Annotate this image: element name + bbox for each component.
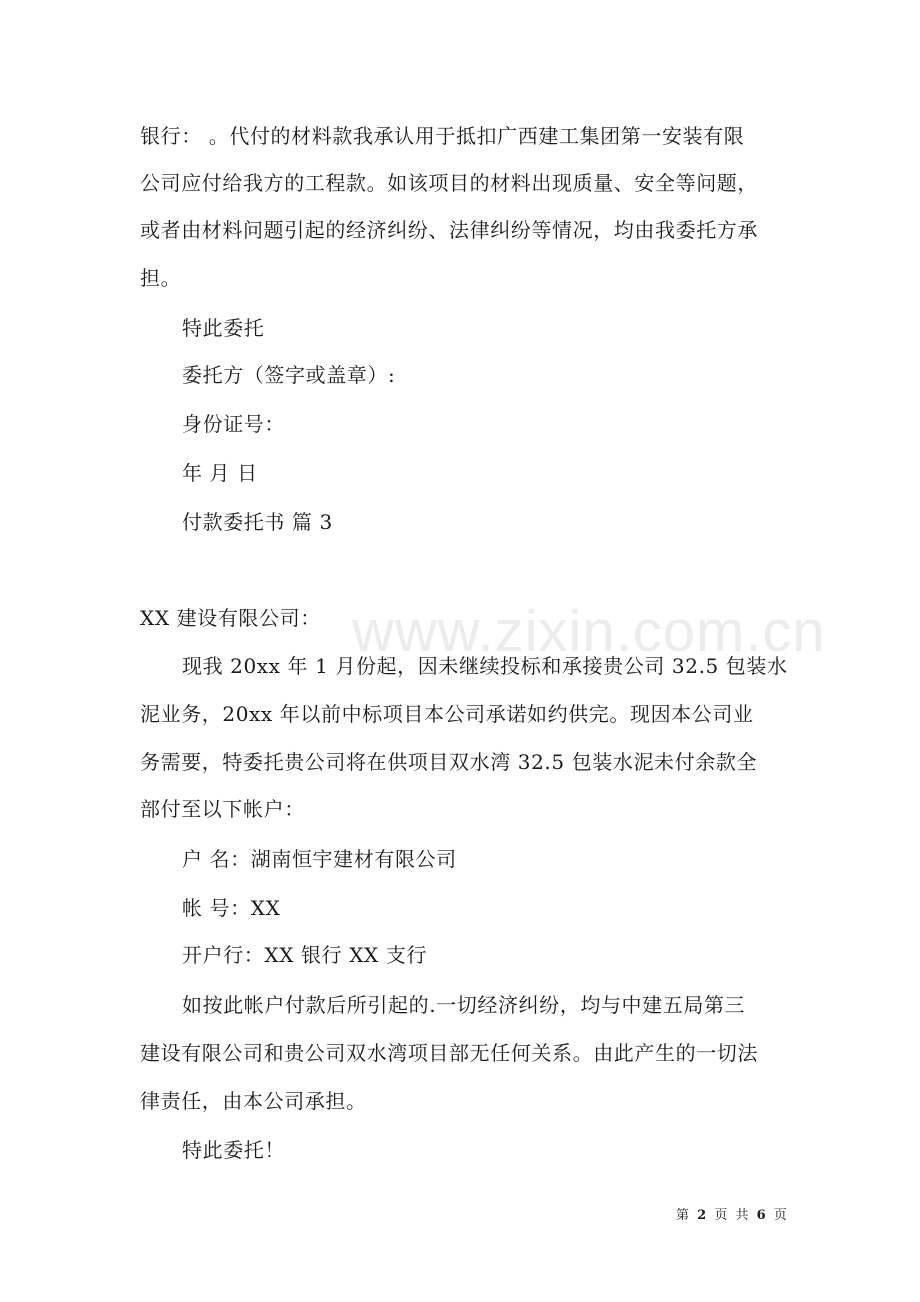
addressee-line: XX 建设有限公司： [140, 606, 321, 630]
paragraph-line: 担。 [140, 266, 182, 290]
id-number-line: 身份证号： [182, 412, 285, 436]
paragraph-line: 部付至以下帐户： [140, 797, 305, 821]
principal-sign-line: 委托方（签字或盖章）: [182, 363, 396, 387]
page-number-prefix: 第 [676, 1208, 692, 1223]
current-page-number: 2 [697, 1208, 709, 1223]
bank-line: 开户行：XX 银行 XX 支行 [182, 943, 428, 967]
paragraph-line: 建设有限公司和贵公司双水湾项目部无任何关系。由此产生的一切法 [140, 1041, 758, 1065]
date-line: 年 月 日 [182, 461, 258, 485]
paragraph-line: 现我 20xx 年 1 月份起，因未继续投标和承接贵公司 32.5 包装水 [182, 654, 788, 678]
special-entrust-text: 特此委托 [182, 316, 265, 340]
account-name-line: 户 名：湖南恒宇建材有限公司 [182, 847, 457, 871]
paragraph-line: 公司应付给我方的工程款。如该项目的材料出现质量、安全等问题， [140, 171, 758, 195]
paragraph-line: 务需要，特委托贵公司将在供项目双水湾 32.5 包装水泥未付余款全 [140, 750, 758, 774]
closing-text: 特此委托！ [182, 1138, 285, 1162]
section-title: 付款委托书 篇 3 [182, 510, 333, 534]
paragraph-line: 律责任，由本公司承担。 [140, 1089, 367, 1113]
paragraph-line: 如按此帐户付款后所引起的.一切经济纠纷，均与中建五局第三 [182, 993, 746, 1017]
paragraph-line: 泥业务，20xx 年以前中标项目本公司承诺如约供完。现因本公司业 [140, 702, 754, 726]
paragraph-line: 或者由材料问题引起的经济纠纷、法律纠纷等情况，均由我委托方承 [140, 218, 758, 242]
watermark: www.zixin.com.cn [352, 599, 826, 664]
paragraph-line: 银行： 。代付的材料款我承认用于抵扣广西建工集团第一安装有限 [140, 124, 745, 148]
total-pages-number: 6 [756, 1208, 768, 1223]
account-number-line: 帐 号：XX [182, 896, 281, 920]
page-number [676, 1208, 789, 1224]
page-number-middle: 页 共 [714, 1208, 751, 1223]
page-number-suffix: 页 [773, 1208, 789, 1223]
